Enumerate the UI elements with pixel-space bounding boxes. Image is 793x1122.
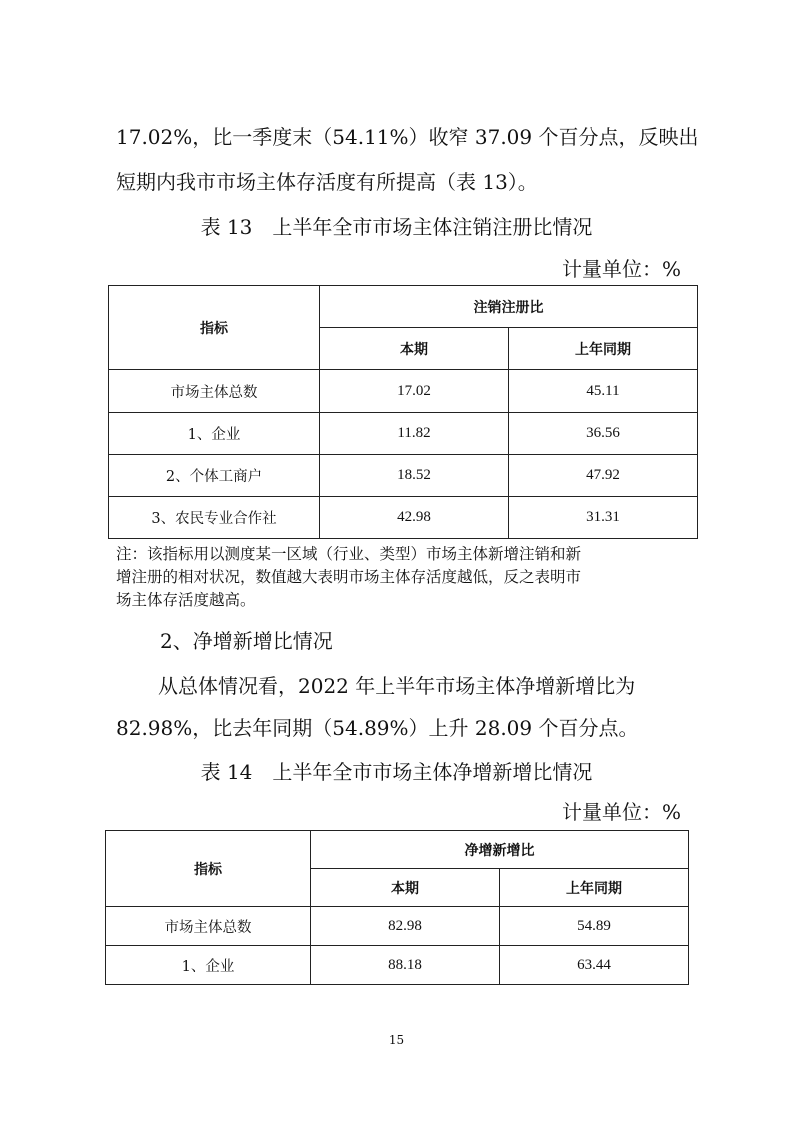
table13-unit: 计量单位：%: [561, 257, 681, 281]
table13-header-current: 本期: [320, 328, 509, 370]
table-row: [106, 907, 689, 946]
table13-header-last-year: 上年同期: [509, 328, 698, 370]
row-last-year: 63.44: [500, 946, 689, 985]
table-row: [106, 946, 689, 985]
row-current: 17.02: [320, 370, 509, 413]
row-label: 3、农民专业合作社: [109, 497, 320, 539]
table14-header-last-year: 上年同期: [500, 869, 689, 907]
row-label: 市场主体总数: [109, 370, 320, 413]
table14-caption: 表 14 上半年全市市场主体净增新增比情况: [200, 760, 593, 784]
row-current: 88.18: [311, 946, 500, 985]
row-current: 82.98: [311, 907, 500, 946]
section-heading: 2、净增新增比情况: [160, 629, 333, 653]
row-last-year: 45.11: [509, 370, 698, 413]
body-paragraph-line: 短期内我市市场主体存活度有所提高（表 13）。: [116, 170, 538, 194]
body-paragraph-line: 17.02%，比一季度末（54.11%）收窄 37.09 个百分点，反映出: [116, 125, 699, 149]
body-paragraph-line: 82.98%，比去年同期（54.89%）上升 28.09 个百分点。: [116, 716, 639, 740]
table-row: [109, 370, 698, 413]
table13-caption: 表 13 上半年全市市场主体注销注册比情况: [200, 215, 593, 239]
table13-header-index: 指标: [109, 286, 320, 370]
row-label: 1、企业: [106, 946, 311, 985]
row-current: 42.98: [320, 497, 509, 539]
row-last-year: 54.89: [500, 907, 689, 946]
note-line: 场主体存活度越高。: [116, 591, 256, 609]
row-last-year: 31.31: [509, 497, 698, 539]
row-current: 18.52: [320, 455, 509, 497]
table14-unit: 计量单位：%: [561, 800, 681, 824]
table-row: [109, 455, 698, 497]
table13: [108, 285, 698, 539]
note-line: 注：该指标用以测度某一区域（行业、类型）市场主体新增注销和新: [116, 545, 582, 563]
table-row: [109, 497, 698, 539]
table14-header-group: 净增新增比: [311, 831, 689, 869]
table14-header-index: 指标: [106, 831, 311, 907]
table13-note: [116, 543, 686, 612]
row-label: 市场主体总数: [106, 907, 311, 946]
table14: [105, 830, 689, 985]
row-current: 11.82: [320, 413, 509, 455]
row-label: 2、个体工商户: [109, 455, 320, 497]
row-label: 1、企业: [109, 413, 320, 455]
table-row: [109, 413, 698, 455]
table13-header-group: 注销注册比: [320, 286, 698, 328]
note-line: 增注册的相对状况，数值越大表明市场主体存活度越低，反之表明市: [116, 568, 582, 586]
table14-header-current: 本期: [311, 869, 500, 907]
body-paragraph-line: 从总体情况看，2022 年上半年市场主体净增新增比为: [158, 674, 636, 698]
page-number: 15: [388, 1033, 405, 1047]
row-last-year: 36.56: [509, 413, 698, 455]
row-last-year: 47.92: [509, 455, 698, 497]
